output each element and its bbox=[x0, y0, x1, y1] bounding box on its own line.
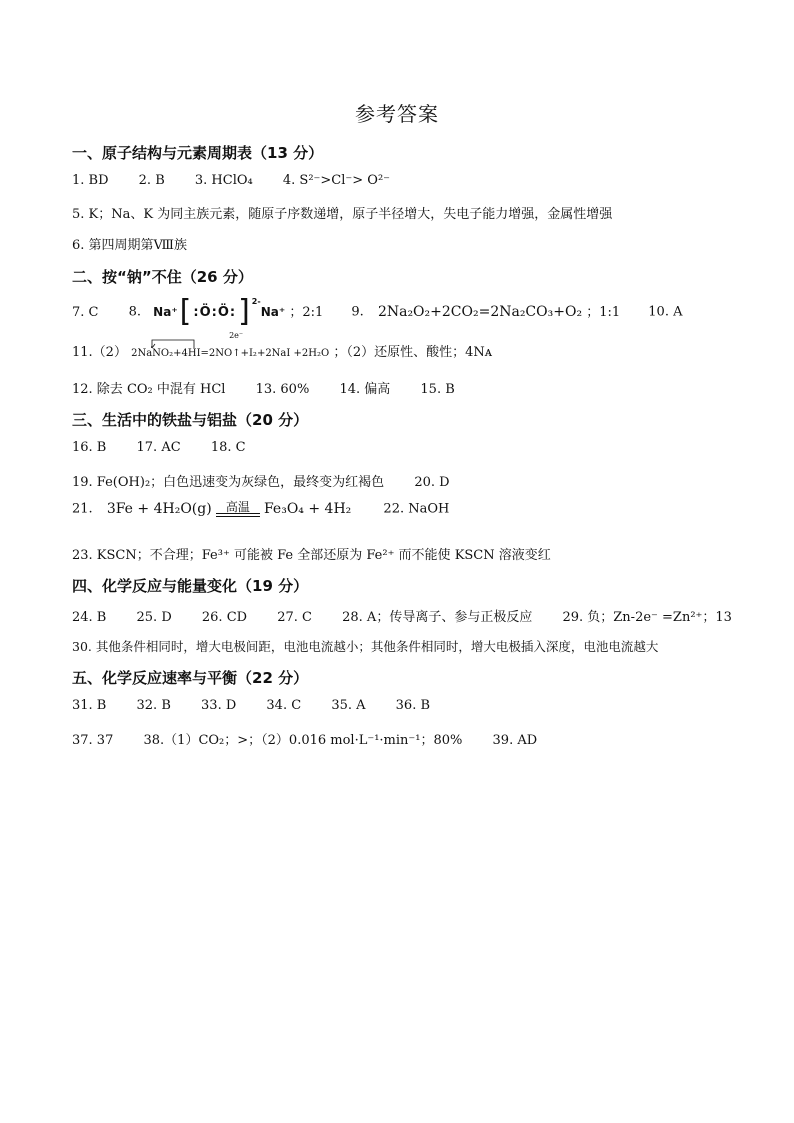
answer-4: 4. S²⁻>Cl⁻> O²⁻ bbox=[282, 173, 391, 188]
sodium-ion-right: Na⁺ bbox=[260, 305, 286, 319]
answer-line-4 bbox=[72, 294, 683, 329]
electron-transfer-label: 2e⁻ bbox=[229, 331, 244, 340]
electron-transfer-arrow bbox=[151, 338, 195, 348]
redox-equation: 2NaNO₂+4HI=2NO↑+I₂+2NaI +2H₂O bbox=[131, 348, 330, 359]
answer-9-label: 9. bbox=[351, 304, 364, 320]
electron-transfer-equation bbox=[131, 331, 330, 360]
answer-29: 29. 负；Zn-2e⁻ =Zn²⁺；13 bbox=[562, 610, 732, 625]
answer-21-reactants: 3Fe + 4H₂O(g) bbox=[106, 501, 212, 517]
answer-line-1 bbox=[72, 173, 416, 188]
peroxide-dots: :Ö:Ö: bbox=[193, 304, 237, 320]
answer-23: 23. KSCN；不合理；Fe³⁺ 可能被 Fe 全部还原为 Fe²⁺ 而不能使 KSCN 溶液变红 bbox=[72, 548, 551, 563]
answer-6: 6. 第四周期第Ⅷ族 bbox=[72, 238, 188, 253]
section-heading-1: 一、原子结构与元素周期表（13 分） bbox=[72, 144, 324, 162]
answer-37: 37. 37 bbox=[72, 733, 114, 748]
answer-2: 2. B bbox=[138, 173, 165, 188]
answer-8-ratio: ；2:1 bbox=[289, 304, 324, 320]
answer-line-14 bbox=[72, 729, 563, 748]
answer-21-label: 21. bbox=[72, 501, 93, 517]
section-heading-4: 四、化学反应与能量变化（19 分） bbox=[72, 577, 309, 595]
answer-line-11 bbox=[72, 606, 732, 625]
answer-22: 22. NaOH bbox=[383, 501, 450, 517]
answer-15: 15. B bbox=[420, 382, 455, 397]
answer-31: 31. B bbox=[72, 698, 107, 713]
lewis-structure-na2o2: Na⁺ [ :Ö:Ö: ] $^{2-}$ Na⁺ bbox=[153, 294, 286, 329]
answer-20: 20. D bbox=[414, 475, 450, 490]
answer-34: 34. C bbox=[266, 698, 302, 713]
answer-38: 38.（1）CO₂；>；（2）0.016 mol·L⁻¹·min⁻¹；80% bbox=[143, 733, 463, 748]
answer-30: 30. 其他条件相同时，增大电极间距，电池电流越小；其他条件相同时，增大电极插入深度，电池电流越大 bbox=[72, 639, 659, 654]
answer-12: 12. 除去 CO₂ 中混有 HCl bbox=[72, 382, 226, 397]
answer-32: 32. B bbox=[136, 698, 171, 713]
answer-7: 7. C bbox=[72, 304, 99, 320]
answer-1: 1. BD bbox=[72, 173, 109, 188]
answer-28: 28. A；传导离子、参与正极反应 bbox=[342, 610, 533, 625]
answer-24: 24. B bbox=[72, 610, 107, 625]
answer-3: 3. HClO₄ bbox=[194, 173, 253, 188]
page-title: 参考答案 bbox=[355, 102, 439, 126]
section-heading-3: 三、生活中的铁盐与铝盐（20 分） bbox=[72, 411, 309, 429]
answer-13: 13. 60% bbox=[255, 382, 310, 397]
answer-10: 10. A bbox=[648, 304, 683, 320]
answer-line-7 bbox=[72, 440, 272, 455]
answer-18: 18. C bbox=[210, 440, 246, 455]
answer-16: 16. B bbox=[72, 440, 107, 455]
answer-5: 5. K；Na、K 为同主族元素，随原子序数递增，原子半径增大，失电子能力增强，金属性增强 bbox=[72, 207, 613, 222]
sodium-ion-left: Na⁺ bbox=[153, 305, 178, 319]
answer-19: 19. Fe(OH)₂；白色迅速变为灰绿色，最终变为红褐色 bbox=[72, 475, 385, 490]
answer-line-5 bbox=[72, 331, 493, 360]
answer-33: 33. D bbox=[201, 698, 237, 713]
answer-35: 35. A bbox=[331, 698, 366, 713]
answer-line-8 bbox=[72, 471, 476, 490]
answer-9-equation: 2Na₂O₂+2CO₂=2Na₂CO₃+O₂ bbox=[377, 303, 583, 320]
answer-17: 17. AC bbox=[136, 440, 181, 455]
answer-line-6 bbox=[72, 378, 481, 397]
answer-26: 26. CD bbox=[201, 610, 248, 625]
section-heading-2: 二、按“钠”不住（26 分） bbox=[72, 268, 253, 286]
answer-36: 36. B bbox=[395, 698, 431, 713]
answer-21-products: Fe₃O₄ + 4H₂ bbox=[263, 501, 352, 517]
answer-11-rest: ；（2）还原性、酸性；4Nᴀ bbox=[333, 345, 493, 360]
section-heading-5: 五、化学反应速率与平衡（22 分） bbox=[72, 669, 309, 687]
answer-25: 25. D bbox=[136, 610, 172, 625]
answer-14: 14. 偏高 bbox=[339, 382, 391, 397]
ion-charge: 2- bbox=[251, 297, 261, 306]
reaction-condition bbox=[216, 501, 260, 517]
answer-8-label: 8. bbox=[128, 304, 142, 320]
reaction-condition-label: 高温 bbox=[225, 500, 250, 514]
answer-9-ratio: ；1:1 bbox=[586, 304, 621, 320]
answer-27: 27. C bbox=[277, 610, 312, 625]
answer-line-9 bbox=[72, 501, 449, 517]
answer-39: 39. AD bbox=[492, 733, 538, 748]
answer-11-label: 11.（2） bbox=[72, 345, 127, 360]
answer-line-13 bbox=[72, 698, 456, 713]
